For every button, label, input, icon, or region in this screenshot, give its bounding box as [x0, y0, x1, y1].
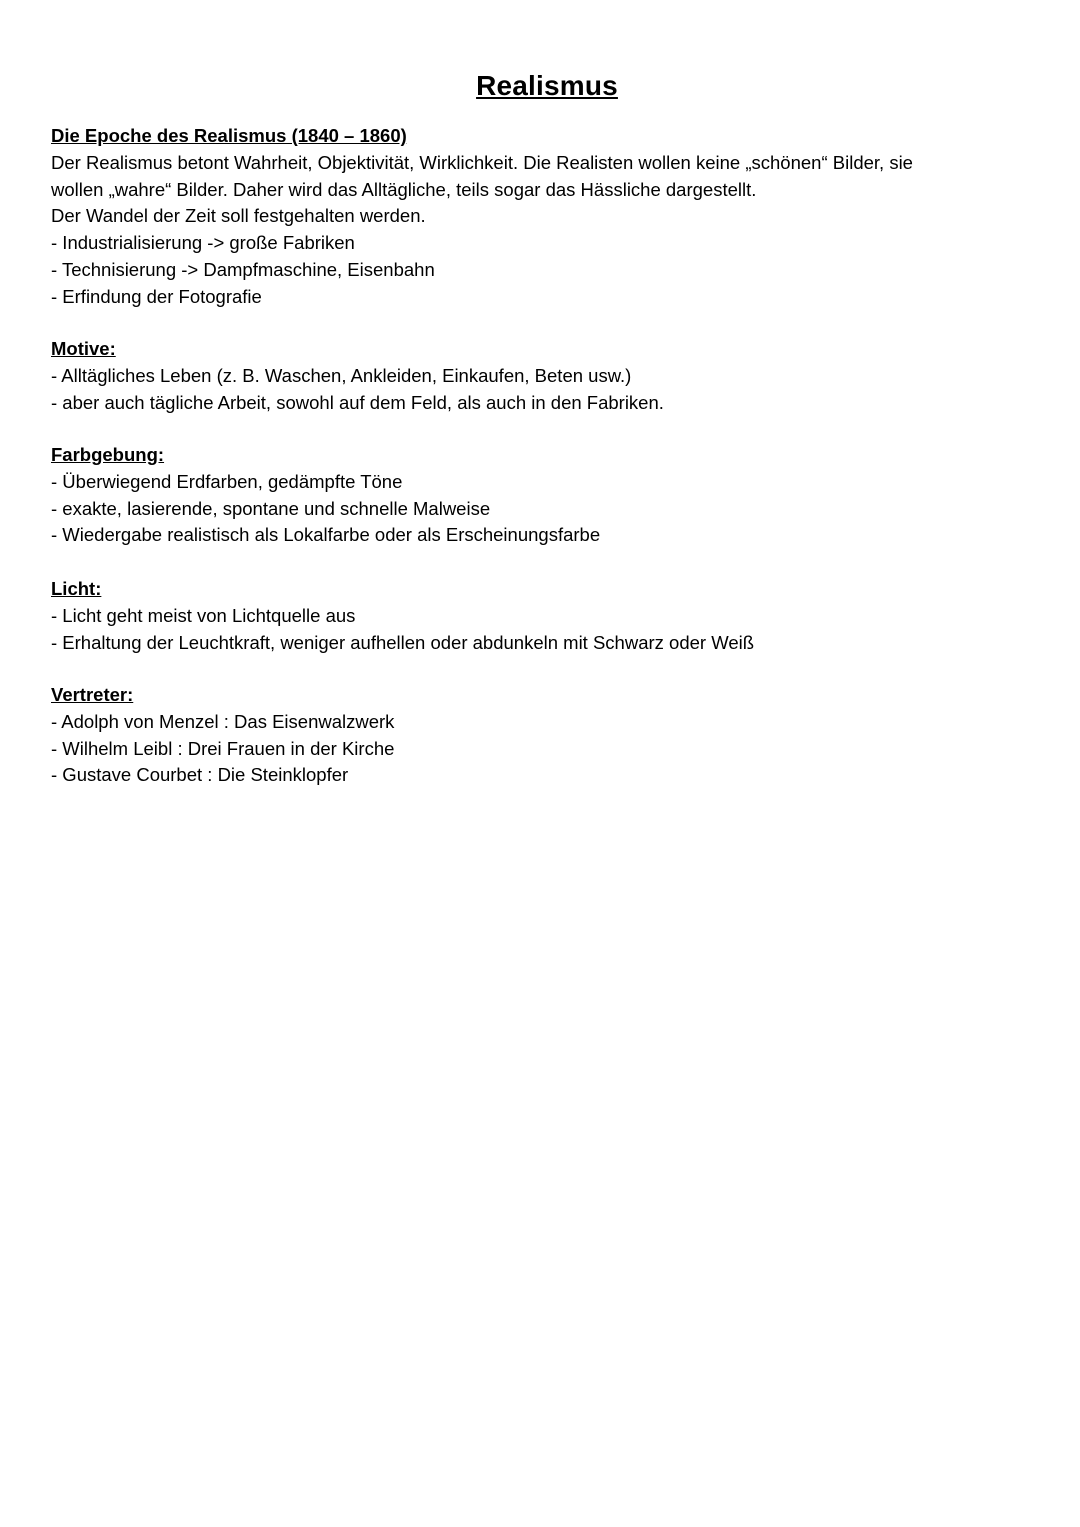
list-item: - Erfindung der Fotografie: [51, 285, 262, 307]
paragraph-line: Der Realismus betont Wahrheit, Objektivität, Wirklichkeit. Die Realisten wollen keine „schönen“ Bilder, sie: [51, 151, 913, 173]
list-item: - Gustave Courbet : Die Steinklopfer: [51, 764, 349, 786]
paragraph-line: Der Wandel der Zeit soll festgehalten werden.: [51, 205, 426, 227]
section-vertreter: [51, 682, 1011, 789]
list-item: - aber auch tägliche Arbeit, sowohl auf dem Feld, als auch in den Fabriken.: [51, 391, 664, 413]
list-item: - Erhaltung der Leuchtkraft, weniger aufhellen oder abdunkeln mit Schwarz oder Weiß: [51, 631, 755, 653]
section-epoche: [51, 123, 1011, 311]
page-title: Realismus: [476, 70, 618, 101]
section-heading-farbgebung: Farbgebung:: [51, 444, 165, 465]
section-heading-vertreter: Vertreter:: [51, 684, 134, 705]
list-item: - Wiedergabe realistisch als Lokalfarbe oder als Erscheinungsfarbe: [51, 524, 601, 546]
list-item: - Industrialisierung -> große Fabriken: [51, 232, 355, 254]
paragraph-line: wollen „wahre“ Bilder. Daher wird das Alltägliche, teils sogar das Hässliche dargestellt.: [51, 178, 757, 200]
list-item: - exakte, lasierende, spontane und schnelle Malweise: [51, 497, 491, 519]
list-item: - Technisierung -> Dampfmaschine, Eisenbahn: [51, 258, 435, 280]
section-heading-licht: Licht:: [51, 578, 102, 599]
section-heading-motive: Motive:: [51, 338, 116, 359]
section-farbgebung: [51, 442, 1011, 549]
list-item: - Alltägliches Leben (z. B. Waschen, Ankleiden, Einkaufen, Beten usw.): [51, 364, 632, 386]
section-heading-epoche: Die Epoche des Realismus (1840 – 1860): [51, 125, 407, 146]
section-motive: [51, 336, 1011, 416]
list-item: - Licht geht meist von Lichtquelle aus: [51, 604, 356, 626]
list-item: - Adolph von Menzel : Das Eisenwalzwerk: [51, 710, 395, 732]
list-item: - Überwiegend Erdfarben, gedämpfte Töne: [51, 470, 403, 492]
section-licht: [51, 576, 1011, 656]
list-item: - Wilhelm Leibl : Drei Frauen in der Kirche: [51, 737, 395, 759]
